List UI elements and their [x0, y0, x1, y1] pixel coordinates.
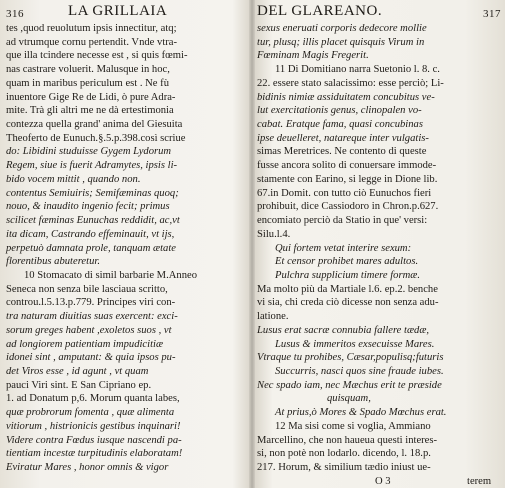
- text-line: bidinis nimiæ assiduitatem concubitus ve-: [257, 91, 435, 103]
- text-line: scilicet fæminas Eunuchas reddidit, ac,vt: [6, 215, 180, 227]
- verse-line: quisquam,: [327, 393, 371, 405]
- verse-line: Et censor prohibet mares adultos.: [275, 256, 419, 268]
- text-line: 217. Horum, & similium tædio iniust ue-: [257, 462, 431, 473]
- text-line: tur, plusq; illis placet quisquis Virum in: [257, 36, 425, 48]
- text-line: quam in maribus periculum est . Ne fù: [6, 77, 169, 89]
- text-line: idonei sint , amputant: & quia ipsos pu-: [6, 352, 176, 364]
- text-line: 67.in Domit. con tutto ciò Eunuchos fieri: [257, 187, 432, 199]
- text-line: florentibus abuteretur.: [6, 256, 100, 268]
- text-line: tientiam incestæ turpitudinis elaboratam!: [6, 448, 183, 460]
- text-line: quæ probrorum fomenta , quæ alimenta: [6, 407, 175, 419]
- text-line: ipse deuelleret, natareque inter vulgatis-: [257, 132, 429, 144]
- text-line: tes ,quod reuolutum ipsis innectitur, atq;: [6, 23, 177, 34]
- text-line: ad vtrumque cornu pertendit. Vnde vtra-: [6, 36, 178, 48]
- right-page-text: [257, 22, 492, 488]
- text-line: Marcellino, che non haueua questi interes-: [257, 434, 438, 446]
- text-line: 22. essere stato salacissimo: esse perciò; Li-: [257, 77, 444, 89]
- right-page: [253, 0, 505, 488]
- text-line: do: Libidini studuisse Gygem Lydorum: [6, 146, 172, 158]
- verse-line: Lusus & immeritos exsecuisse Mares.: [275, 338, 435, 350]
- text-line: prohibuit, dice Cassiodoro in Chron.p.627.: [257, 201, 439, 213]
- verse-line: Pulchra supplicium timere formæ.: [275, 269, 420, 281]
- text-line: Theoferto de Eunuch.§.5.p.398.così scriue: [6, 132, 186, 144]
- text-line: lut exercitationis genus, clinopalen vo-: [257, 105, 422, 117]
- paragraph-start-line: 10 Stomacato di simil barbarie M.Anneo: [24, 269, 197, 281]
- page-footer: [257, 475, 492, 488]
- text-line: Fœminam Magis Fregerit.: [257, 50, 369, 62]
- verse-line: At prius,ò Mores & Spado Mœchus erat.: [275, 407, 447, 419]
- text-line: encomiato perciò da Statio in que' versi:: [257, 215, 428, 227]
- text-line: pauci Viri sint. E San Cipriano ep.: [6, 379, 152, 391]
- signature-mark: O 3: [375, 475, 391, 487]
- text-line: Videre contra Fœdus iusque nascendi pa-: [6, 434, 182, 446]
- text-line: cabat. Eratque fama, quasi concubinas: [257, 119, 423, 131]
- verse-line: Succurris, nasci quos sine fraude iubes.: [275, 365, 444, 377]
- text-line: simas Meretrices. Ne contento di queste: [257, 146, 427, 158]
- text-line: controu.l.5.13.p.779. Principes viri con-: [6, 297, 176, 309]
- text-line: fusse ancora solito di conuersare immode-: [257, 160, 437, 172]
- text-line: contentus Semiuiris; Semifæminas quoq;: [6, 187, 179, 199]
- paragraph-start-line: 12 Ma sisi come si voglia, Ammiano: [275, 420, 431, 432]
- text-line: sorum greges habent ,exoletos suos , vt: [6, 324, 172, 336]
- text-line: que illa tcindere necesse est , si quis fœmi-: [6, 50, 188, 62]
- text-line: det Viros esse , id agunt , vt quam: [6, 365, 149, 377]
- text-line: tra naturam diuitias suas exercent: exci-: [6, 311, 178, 323]
- text-line: Seneca non senza bile lasciaua scritto,: [6, 283, 168, 295]
- text-line: nas castrare voluerit. Malusque in hoc,: [6, 64, 170, 76]
- right-running-head: [257, 3, 501, 23]
- left-page: [0, 0, 252, 488]
- text-line: stamente con Earino, si legge in Dione lib.: [257, 173, 438, 185]
- left-page-number: 316: [6, 8, 24, 20]
- text-line: ad longiorem patientiam impudicitiæ: [6, 338, 164, 350]
- text-line: si, non potè non lodarlo. dicendo, l. 18.p.: [257, 448, 431, 460]
- catchword: terem: [467, 475, 492, 487]
- verse-line: Qui fortem vetat interire sexum:: [275, 242, 412, 254]
- text-line: latione.: [257, 311, 289, 323]
- left-running-title: LA GRILLAIA: [68, 3, 168, 19]
- text-line: mite. Trà gli altri me ne dà ertestimonia: [6, 105, 174, 117]
- text-line: sexus eneruati corporis dedecore mollie: [257, 23, 427, 34]
- text-line: vitiorum , histrionicis gestibus inquinari!: [6, 420, 181, 432]
- text-line: Silu.l.4.: [257, 228, 291, 240]
- text-line: bido vocem mittit , quando non.: [6, 173, 141, 185]
- text-line: perpetuò damnata prole, tanquam ætate: [6, 242, 176, 254]
- text-line: Eviratur Mares , honor omnis & vigor: [6, 462, 169, 473]
- text-line: contezza quella grand' anima del Giesuita: [6, 119, 183, 131]
- text-line: nouo, & inaudito ingenio fecit; primus: [6, 201, 170, 213]
- left-page-text: [6, 22, 197, 475]
- text-line: vi sia, chi creda ciò dicesse non senza adu-: [257, 297, 439, 309]
- text-line: inuentore Gige Re de Lidi, ò pure Adra-: [6, 91, 176, 103]
- paragraph-start-line: 11 Di Domitiano narra Suetonio l. 8. c.: [275, 64, 440, 76]
- text-line: Ma molto più da Martiale l.6. ep.2. benche: [257, 283, 438, 295]
- verse-line: Vtraque tu prohibes, Cæsar,populisq;futuris: [257, 352, 444, 364]
- left-running-head: [6, 3, 246, 23]
- verse-line: Nec spado iam, nec Mæchus erit te præside: [257, 379, 442, 391]
- right-page-number: 317: [483, 8, 501, 20]
- verse-line: Lusus erat sacræ connubia fallere tædæ,: [257, 324, 430, 336]
- right-running-title: DEL GLAREANO.: [257, 3, 383, 19]
- text-line: 1. ad Donatum p,6. Morum quanta labes,: [6, 393, 180, 405]
- text-line: ita dicam, Castrando effeminauit, vt ijs,: [6, 228, 175, 240]
- text-line: Regem, siue is fuerit Adramytes, ipsis li-: [6, 160, 178, 172]
